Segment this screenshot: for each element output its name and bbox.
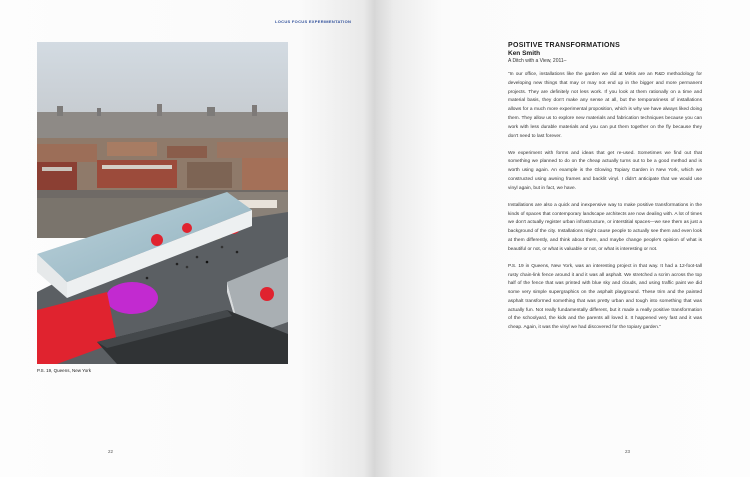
schoolyard-photo [37, 42, 288, 364]
essay-title: POSITIVE TRANSFORMATIONS [508, 42, 621, 49]
author-name: Ken Smith [508, 50, 541, 57]
essay-column [508, 42, 702, 341]
work-title: A Ditch with a View, 2011– [508, 58, 567, 64]
page-number-left: 22 [108, 449, 114, 454]
page-number-right: 23 [625, 449, 631, 454]
paragraph: Installations are also a quick and inexpensive way to make positive transformations in the kinds of spaces that contemporary landscape architects are now dealing with. A lot of times we don't actually register urban infrastructure, or interstitial spaces—we see them as just a background of the city. Installations might cause people to actually see them and even look at them differently, and think about them, and maybe change people's opinion of what is beautiful or not, or what is valuable or not, or what is interesting or not. [508, 202, 702, 252]
photo-caption: P.S. 19, Queens, New York [37, 368, 91, 373]
paragraph: P.S. 19 in Queens, New York, was an interesting project in that way. It had a 12-foot-tall rusty chain-link fence around it and it was all asphalt. We stretched a scrim across the top half of the fence that was printed with blue sky and clouds, and using traffic paint we did some very simple supergraphics on the asphalt playground. These trim and the painted asphalt transformed something that was pretty urban and tough into something that was actually fun. Not really fundamentally different, but it made a really positive transformation of the schoolyard, the kids and the parents all loved it. It happened very fast and it was cheap. Again, it was the vinyl we had discovered for the topiary garden.” [508, 263, 702, 331]
paragraph: We experiment with forms and ideas that get re-used. Sometimes we find out that something we planned to do on the cheap actually turns out to be a good method and is worth using again. An example is the Glowing Topiary Garden in New York, which we constructed using awning frames and backlit vinyl. I didn't anticipate that we would use vinyl again, but in fact, we have. [508, 150, 702, 191]
paragraph: “In our office, installations like the garden we did at Métis are an R&D methodology for developing new things that may or may not end up in the bigger and more permanent projects. They are definitely not less work. If you look at them rationally on a time and material basis, they don't make any sense at all, but the temporariness of installations allows for a much more experimental proposition, which is why we have always liked doing them. They allow us to explore new materials and fabrication techniques because you can work with less durable materials and you can put them together on the fly because they don't need to last forever. [508, 72, 702, 139]
running-head: LOCUS FOCUS EXPERIMENTATION [275, 19, 352, 24]
